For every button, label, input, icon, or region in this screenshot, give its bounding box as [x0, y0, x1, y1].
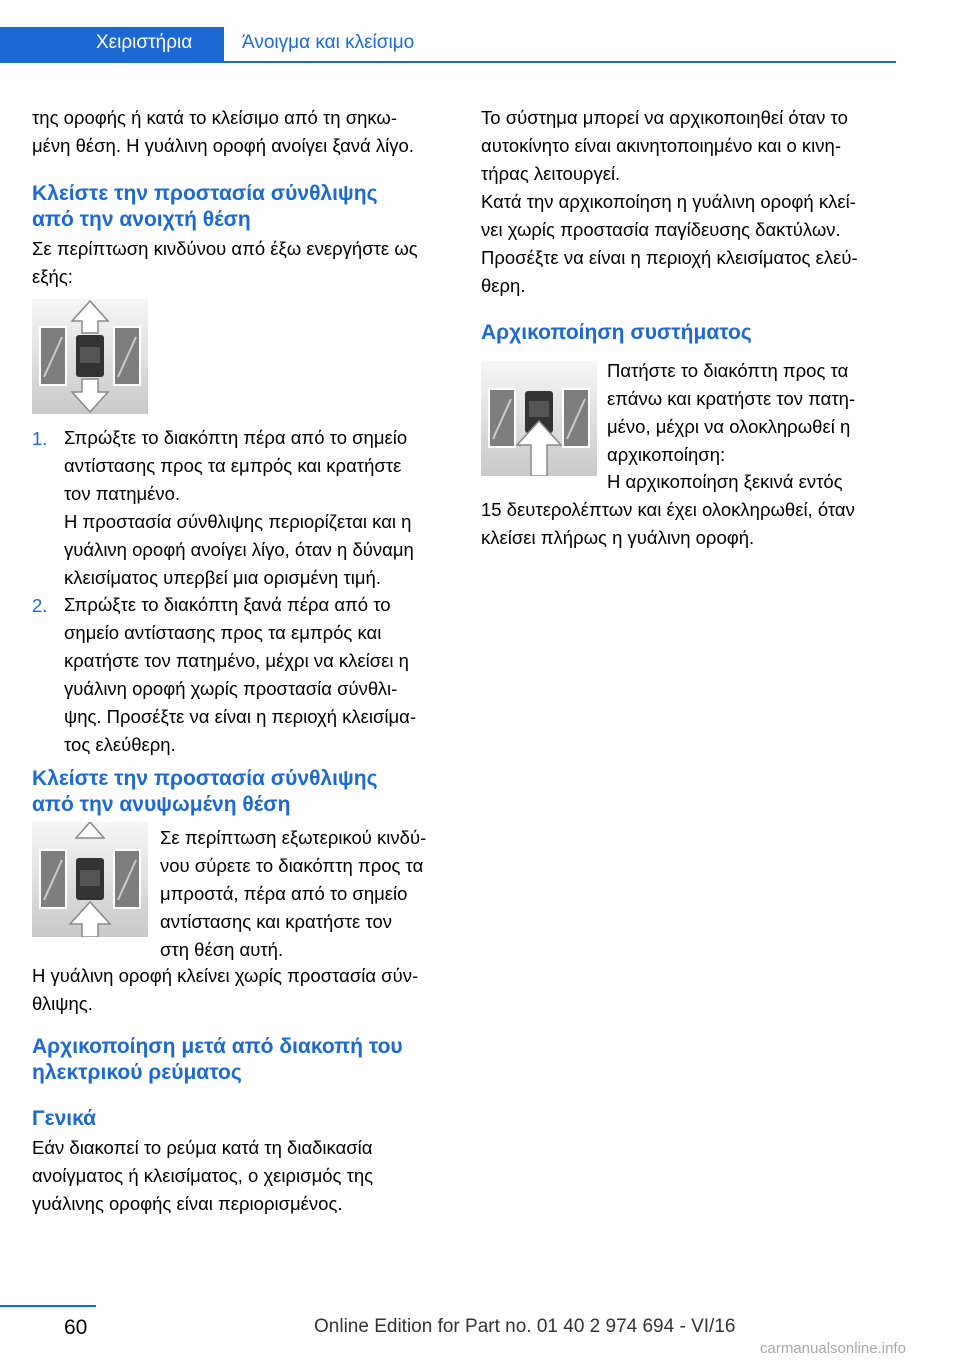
- watermark[interactable]: carmanualsonline.info: [760, 1340, 906, 1357]
- heading-close-open-position: Κλείστε την προστασία σύνθλιψης από την ανοιχτή θέση: [32, 182, 378, 231]
- right-p5: Η αρχικοποίηση ξεκινά εντός: [607, 471, 843, 492]
- edition-note: Online Edition for Part no. 01 40 2 974 694 - VI/16: [314, 1316, 736, 1337]
- heading-system-init: Αρχικοποίηση συστήματος: [481, 321, 752, 344]
- right-p3: Προσέξτε να είναι η περιοχή κλεισίματος ελεύ‐ θερη.: [481, 247, 858, 296]
- switch-figure-push-forward: [32, 299, 148, 414]
- heading-close-raised-position: Κλείστε την προστασία σύνθλιψης από την ανυψωμένη θέση: [32, 767, 378, 816]
- footer-rule: [0, 1305, 96, 1307]
- switch-figure-press-up: [481, 361, 597, 476]
- heading-general: Γενικά: [32, 1107, 97, 1130]
- step-1-text: Σπρώξτε το διακόπτη πέρα από το σημείο αντίστασης προς τα εμπρός και κρατήστε τον πατημένο.: [64, 427, 408, 504]
- left-p4: Εάν διακοπεί το ρεύμα κατά τη διαδικασία ανοίγματος ή κλεισίματος, ο χειρισμός της γυάλινης οροφής είναι περιορισμένος.: [32, 1137, 374, 1214]
- right-p6: 15 δευτερολέπτων και έχει ολοκληρωθεί, όταν κλείσει πλήρως η γυάλινη οροφή.: [481, 499, 855, 548]
- right-p1: Το σύστημα μπορεί να αρχικοποιηθεί όταν το αυτοκίνητο είναι ακινητοποιημένο και ο κινη‐ τήρας λειτουργεί.: [481, 107, 848, 184]
- header-section[interactable]: Άνοιγμα και κλείσιμο: [242, 32, 415, 53]
- heading-init-after-power-loss: Αρχικοποίηση μετά από διακοπή του ηλεκτρικού ρεύματος: [32, 1035, 403, 1084]
- step-1-note: Η προστασία σύνθλιψης περιορίζεται και η γυάλινη οροφή ανοίγει λίγο, όταν η δύναμη κλεισίματος υπερβεί μια ορισμένη τιμή.: [64, 511, 414, 588]
- step-1-number: 1.: [32, 428, 48, 449]
- switch-figure-slide-forward: [32, 822, 148, 937]
- header-rule: [224, 61, 896, 63]
- step-2-number: 2.: [32, 595, 48, 616]
- step-2-text: Σπρώξτε το διακόπτη ξανά πέρα από το σημείο αντίστασης προς τα εμπρός και κρατήστε τον πατημένο, μέχρι να κλείσει η γυάλινη οροφή χωρίς προστασία σύνθλι‐ ψης. Προσέξτε να είναι η περιοχή κλεισίμα‐ τος ελεύθερη.: [64, 594, 417, 755]
- left-p1: Σε περίπτωση κινδύνου από έξω ενεργήστε ως εξής:: [32, 238, 418, 287]
- left-p2: Σε περίπτωση εξωτερικού κινδύ‐ νου σύρετε το διακόπτη προς τα μπροστά, πέρα από το σημείο αντίστασης και κρατήστε τον στη θέση αυτή.: [160, 827, 427, 960]
- left-p3: Η γυάλινη οροφή κλείνει χωρίς προστασία σύν‐ θλιψης.: [32, 965, 419, 1014]
- header-chapter[interactable]: Χειριστήρια: [96, 32, 193, 53]
- left-intro: της οροφής ή κατά το κλείσιμο από τη σηκω‐ μένη θέση. Η γυάλινη οροφή ανοίγει ξανά λίγο.: [32, 107, 414, 156]
- page-number: 60: [64, 1316, 88, 1339]
- right-p2: Κατά την αρχικοποίηση η γυάλινη οροφή κλεί‐ νει χωρίς προστασία παγίδευσης δακτύλων.: [481, 191, 856, 240]
- right-p4: Πατήστε το διακόπτη προς τα επάνω και κρατήστε τον πατη‐ μένο, μέχρι να ολοκληρωθεί η αρχικοποίηση:: [607, 360, 856, 465]
